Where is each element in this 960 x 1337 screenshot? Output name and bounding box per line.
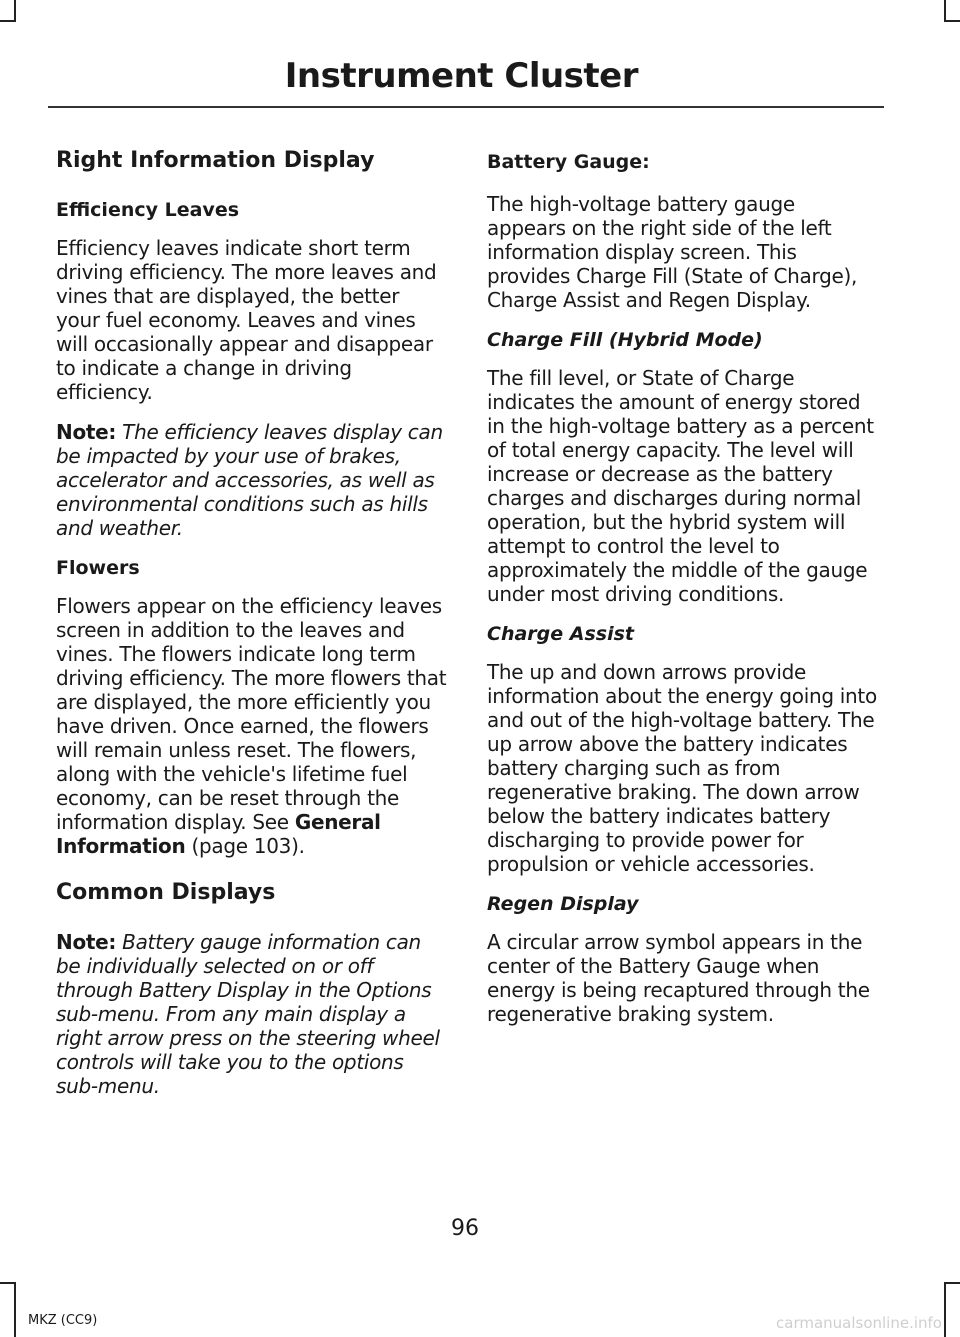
right-column bbox=[487, 146, 879, 1042]
page-title: Instrument Cluster bbox=[284, 56, 638, 96]
section-heading-common-displays: Common Displays bbox=[56, 880, 276, 905]
subheading-battery-gauge: Battery Gauge: bbox=[487, 151, 650, 173]
paragraph-efficiency-leaves: Efficiency leaves indicate short term driving efficiency. The more leaves and vines that are displayed, the better your fuel economy. Leaves and vines will occasionally appear and disappear to indicate a change in driving efficiency. bbox=[56, 236, 437, 404]
left-column bbox=[56, 146, 448, 1114]
crop-mark bbox=[944, 1282, 946, 1337]
paragraph-flowers bbox=[56, 594, 448, 858]
note-text: Battery gauge information can be individually selected on or off through Battery Display in the Options sub-menu. From any main display a right arrow press on the steering wheel controls will take you to the options sub-menu. bbox=[56, 930, 440, 1098]
subheading-regen-display: Regen Display bbox=[487, 893, 639, 915]
subheading-flowers: Flowers bbox=[56, 557, 140, 579]
crop-mark bbox=[0, 1282, 16, 1284]
crop-mark bbox=[944, 0, 946, 22]
crop-mark bbox=[944, 1282, 960, 1284]
header-divider bbox=[48, 106, 884, 108]
note-efficiency-leaves bbox=[56, 420, 448, 540]
subheading-charge-assist: Charge Assist bbox=[487, 623, 634, 645]
paragraph-battery-gauge: The high-voltage battery gauge appears on the right side of the left information display screen. This provides Charge Fill (State of Charge), Charge Assist and Regen Display. bbox=[487, 192, 858, 312]
watermark: carmanualsonline.info bbox=[776, 1314, 942, 1332]
cross-reference-link[interactable]: General Information bbox=[56, 810, 381, 858]
paragraph-charge-fill: The fill level, or State of Charge indicates the amount of energy stored in the high-voltage battery as a percent of total energy capacity. The level will increase or decrease as the battery charges and discharges during normal operation, but the hybrid system will attempt to control the level to approximately the middle of the gauge under most driving conditions. bbox=[487, 366, 874, 606]
crop-mark bbox=[0, 20, 16, 22]
note-label: Note: bbox=[56, 930, 117, 954]
subheading-efficiency-leaves: Efficiency Leaves bbox=[56, 199, 240, 221]
section-heading-right-information-display: Right Information Display bbox=[56, 148, 375, 173]
crop-mark bbox=[14, 1282, 16, 1337]
note-text: The efficiency leaves display can be impacted by your use of brakes, accelerator and accessories, as well as environmental conditions such as hills and weather. bbox=[56, 420, 443, 540]
page-reference: (page 103). bbox=[191, 834, 305, 858]
paragraph-regen-display: A circular arrow symbol appears in the center of the Battery Gauge when energy is being recaptured through the regenerative braking system. bbox=[487, 930, 870, 1026]
crop-mark bbox=[944, 20, 960, 22]
paragraph-charge-assist: The up and down arrows provide information about the energy going into and out of the high-voltage battery. The up arrow above the battery indicates battery charging such as from regenerative braking. The down arrow below the battery indicates battery discharging to provide power for propulsion or vehicle accessories. bbox=[487, 660, 877, 876]
crop-mark bbox=[14, 0, 16, 22]
note-battery-gauge bbox=[56, 930, 448, 1098]
footer-model: MKZ (CC9) bbox=[28, 1313, 98, 1328]
note-label: Note: bbox=[56, 420, 117, 444]
page-number: 96 bbox=[451, 1216, 479, 1241]
subheading-charge-fill: Charge Fill (Hybrid Mode) bbox=[487, 329, 763, 351]
flowers-text: Flowers appear on the efficiency leaves screen in addition to the leaves and vines. The flowers indicate long term driving efficiency. The more flowers that are displayed, the more efficiently you have driven. Once earned, the flowers will remain unless reset. The flowers, along with the vehicle's lifetime fuel economy, can be reset through the information display. See bbox=[56, 594, 447, 834]
